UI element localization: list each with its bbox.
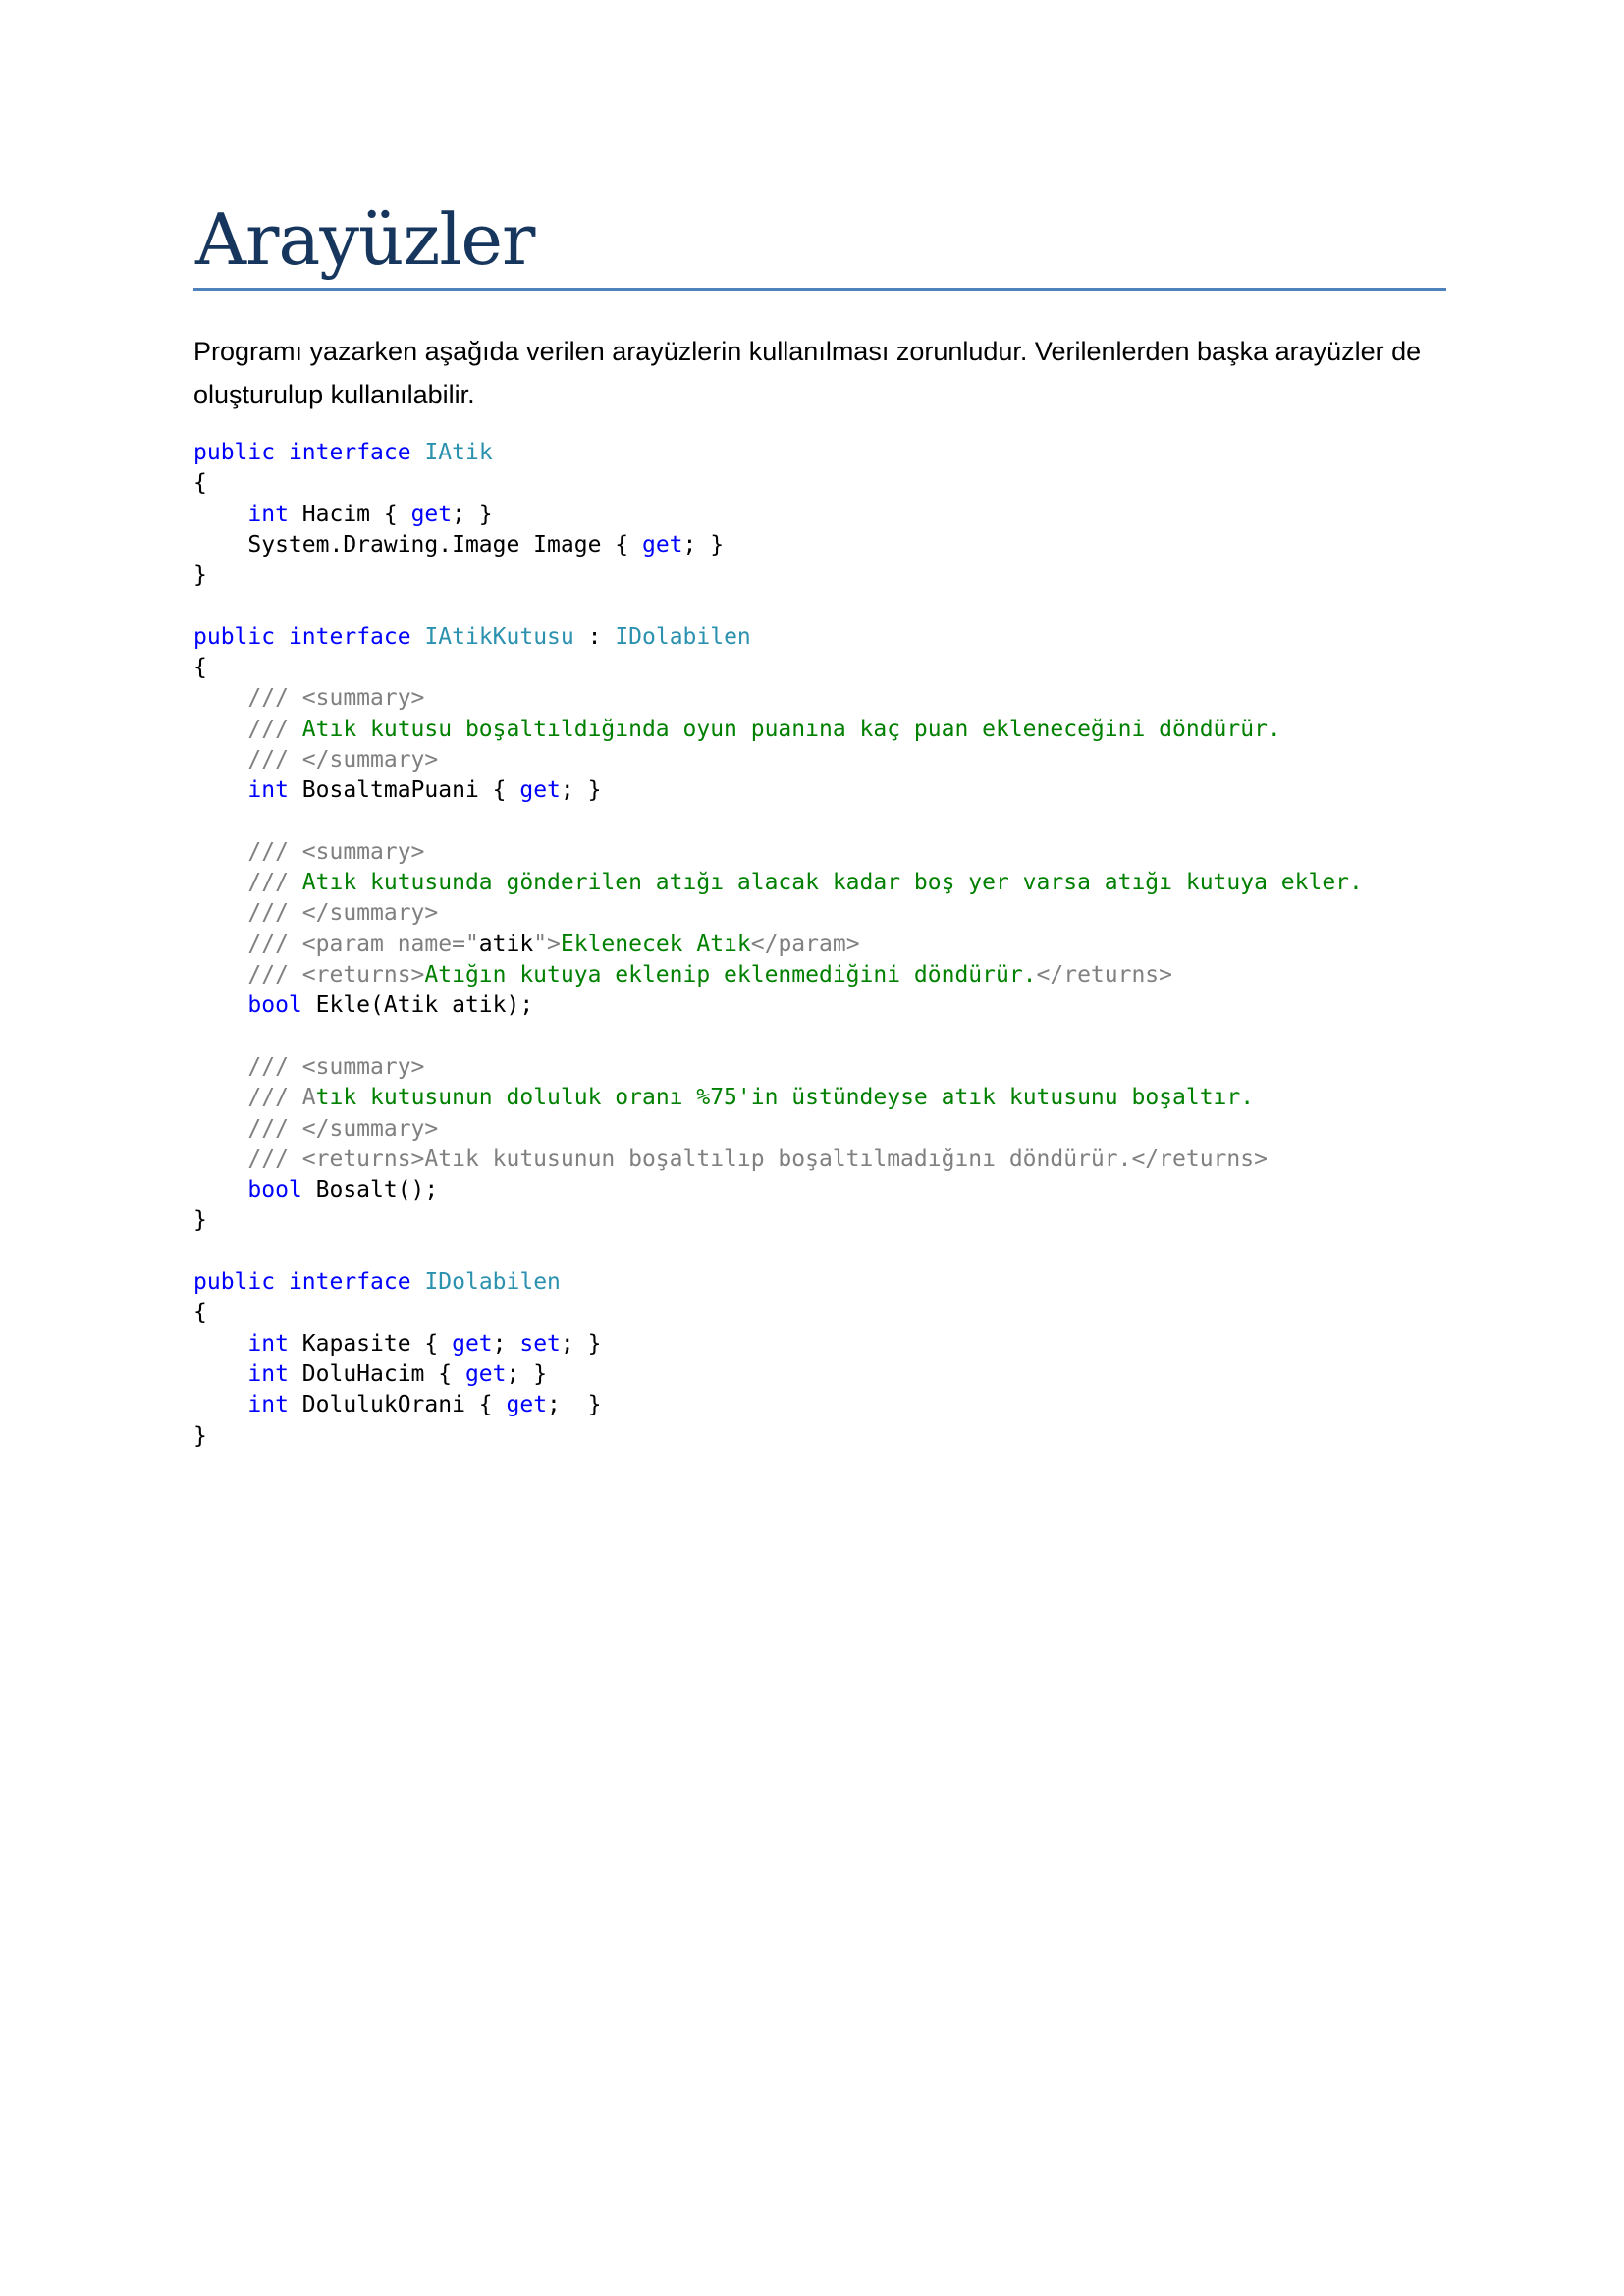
code-token: }	[193, 562, 207, 589]
code-token	[193, 932, 247, 957]
code-token	[193, 685, 247, 711]
code-line	[193, 807, 1446, 837]
code-line	[193, 1390, 1446, 1420]
code-token: public	[193, 440, 276, 465]
code-token	[193, 1331, 247, 1357]
code-token: </returns>	[1036, 962, 1173, 988]
code-token: interface	[288, 623, 411, 650]
code-token: ; }	[560, 1330, 602, 1357]
code-token: int	[247, 1392, 289, 1418]
code-token: tık kutusunun doluluk oranı %75'in üstündeyse atık kutusunu boşaltır.	[315, 1085, 1255, 1111]
code-token: }	[193, 1207, 207, 1234]
code-line	[193, 1114, 1446, 1145]
code-token: System.Drawing.Image Image {	[193, 531, 642, 558]
code-token: Bosalt();	[301, 1177, 439, 1203]
code-token	[193, 1177, 247, 1202]
code-token: DolulukOrani {	[288, 1392, 507, 1418]
code-line	[193, 438, 1446, 468]
code-token: get	[452, 1330, 493, 1357]
code-token	[411, 1269, 425, 1295]
code-line	[193, 775, 1446, 806]
code-token: get	[410, 501, 453, 527]
code-token: ; }	[547, 1392, 602, 1418]
code-token: {	[193, 470, 207, 497]
code-line	[193, 683, 1446, 714]
code-token	[411, 440, 425, 465]
code-token: BosaltmaPuani {	[288, 777, 520, 804]
code-token: /// <returns>	[247, 962, 425, 988]
code-token: interface	[288, 440, 411, 465]
page-title: Arayüzler	[195, 198, 535, 281]
code-line	[193, 837, 1446, 868]
document-page	[193, 192, 1446, 1452]
code-line	[193, 1175, 1446, 1205]
code-token	[411, 624, 425, 650]
code-token: {	[193, 1300, 207, 1326]
code-token: Kapasite {	[288, 1330, 453, 1357]
code-token: /// <summary>	[247, 838, 425, 865]
code-token: /// <summary>	[247, 1053, 425, 1080]
code-token	[193, 1147, 247, 1172]
code-line	[193, 1083, 1446, 1113]
code-token: ; }	[560, 777, 602, 804]
code-line	[193, 990, 1446, 1021]
code-token: Hacim {	[288, 501, 411, 527]
code-token: /// <param name="	[247, 931, 479, 957]
code-line	[193, 561, 1446, 591]
code-token: int	[247, 1330, 289, 1357]
code-line	[193, 1329, 1446, 1360]
code-line	[193, 898, 1446, 929]
code-token: IDolabilen	[615, 623, 751, 650]
code-token: bool	[247, 1177, 302, 1203]
code-token: /// </summary>	[247, 1115, 439, 1142]
code-line	[193, 745, 1446, 775]
code-token	[193, 1054, 247, 1080]
code-token: ; }	[682, 531, 725, 558]
code-token: Eklenecek Atık	[560, 931, 751, 957]
code-line	[193, 715, 1446, 745]
code-line	[193, 591, 1446, 621]
code-token	[275, 1269, 289, 1295]
code-token: }	[193, 1422, 207, 1449]
code-token: IAtik	[424, 440, 493, 465]
code-token: get	[506, 1392, 548, 1418]
code-line	[193, 622, 1446, 653]
code-token: ">	[533, 931, 561, 957]
code-block	[193, 438, 1446, 1452]
code-token: set	[519, 1330, 561, 1357]
code-token	[193, 839, 247, 865]
code-token	[193, 1085, 247, 1110]
code-token: get	[519, 777, 561, 804]
intro-paragraph: Programı yazarken aşağıda verilen arayüzlerin kullanılması zorunludur. Verilenlerden başka arayüzler de oluşturulup kullanılabilir.	[193, 337, 1422, 409]
code-line	[193, 1421, 1446, 1452]
code-token: IDolabilen	[424, 1269, 561, 1296]
code-token: /// <summary>	[247, 685, 425, 712]
code-token: Atık kutusunda gönderilen atığı alacak kadar boş yer varsa atığı kutuya ekler.	[301, 870, 1363, 896]
code-token: public	[193, 1269, 276, 1296]
code-token	[193, 502, 247, 527]
code-token: public	[193, 623, 276, 650]
code-token	[193, 992, 247, 1018]
code-token: ; }	[506, 1361, 548, 1387]
code-token: ; }	[452, 501, 493, 527]
code-token: interface	[288, 1269, 411, 1296]
code-token	[193, 747, 247, 773]
code-token	[275, 624, 289, 650]
code-token: ///	[247, 870, 302, 896]
code-token: </param>	[750, 931, 860, 957]
code-token	[193, 962, 247, 988]
code-token	[193, 1362, 247, 1387]
code-line	[193, 1360, 1446, 1390]
code-line	[193, 500, 1446, 530]
code-token: ///	[247, 716, 302, 742]
code-token: :	[573, 623, 616, 650]
code-token: int	[247, 501, 289, 527]
code-token: /// </summary>	[247, 746, 439, 773]
code-token	[193, 717, 247, 742]
code-token: /// <returns>Atık kutusunun boşaltılıp boşaltılmadığını döndürür.</returns>	[247, 1146, 1268, 1172]
code-token	[193, 870, 247, 895]
code-token	[193, 900, 247, 926]
code-token: Atığın kutuya eklenip eklenmediğini döndürür.	[424, 962, 1037, 988]
code-token: {	[193, 655, 207, 681]
code-token: get	[641, 531, 683, 558]
code-line	[193, 1205, 1446, 1236]
code-line	[193, 868, 1446, 898]
code-token: int	[247, 1361, 289, 1387]
code-token: Atık kutusu boşaltıldığında oyun puanına kaç puan ekleneceğini döndürür.	[301, 716, 1281, 742]
code-line	[193, 530, 1446, 561]
code-token	[275, 440, 289, 465]
code-token: /// </summary>	[247, 900, 439, 927]
code-line	[193, 1022, 1446, 1052]
code-line	[193, 1298, 1446, 1328]
code-line	[193, 1267, 1446, 1298]
code-token: IAtikKutusu	[424, 623, 574, 650]
code-line	[193, 653, 1446, 683]
code-token: ;	[492, 1330, 520, 1357]
code-line	[193, 960, 1446, 990]
code-token: DoluHacim {	[288, 1361, 465, 1387]
code-line	[193, 468, 1446, 499]
code-token: bool	[247, 992, 302, 1019]
code-token: get	[464, 1361, 507, 1387]
code-line	[193, 1145, 1446, 1175]
code-token: atik	[478, 931, 534, 957]
title-divider	[193, 288, 1446, 291]
code-token: /// A	[247, 1085, 316, 1111]
code-token	[193, 1116, 247, 1142]
code-line	[193, 1237, 1446, 1267]
code-token: Ekle(Atik atik);	[301, 992, 534, 1019]
code-line	[193, 930, 1446, 960]
code-token: int	[247, 777, 289, 804]
code-token	[193, 1392, 247, 1417]
code-line	[193, 1052, 1446, 1083]
code-token	[193, 777, 247, 803]
